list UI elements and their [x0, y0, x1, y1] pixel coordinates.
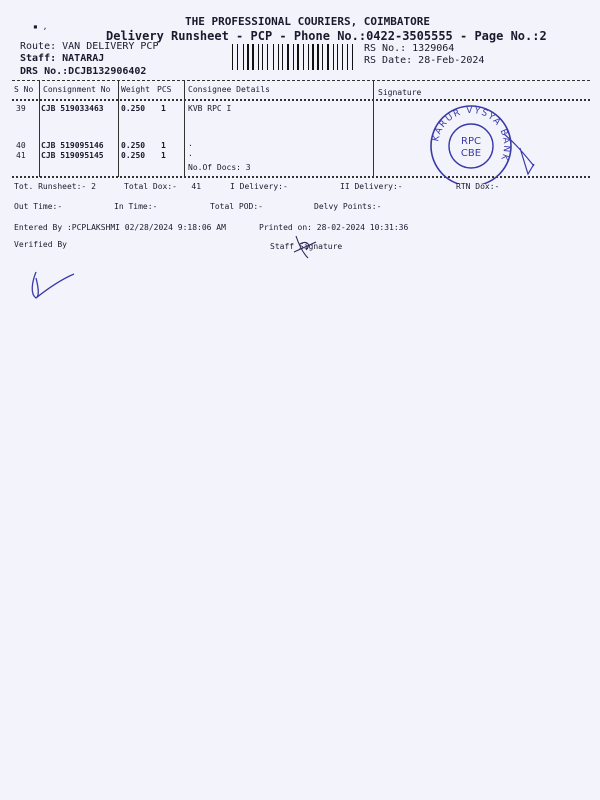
tot-runsheet: Tot. Runsheet:- 2 — [14, 182, 96, 191]
rtn-dox: RTN Dox:- — [456, 182, 500, 191]
barcode-bar — [317, 44, 318, 70]
barcode-bar — [269, 44, 271, 70]
barcode-bar — [255, 44, 256, 70]
barcode-bar — [344, 44, 345, 70]
barcode-bar — [334, 44, 335, 70]
barcode-bar — [260, 44, 261, 70]
out-time: Out Time:- — [14, 202, 63, 211]
total-pod: Total POD:- — [210, 202, 263, 211]
row-pcs: 1 — [161, 141, 166, 150]
rs-number: RS No.: 1329064 — [364, 43, 455, 54]
row-pcs: 1 — [161, 104, 166, 113]
rs-date: RS Date: 28-Feb-2024 — [364, 55, 485, 66]
company-title: THE PROFESSIONAL COURIERS, COIMBATORE — [185, 15, 431, 28]
col-weight: Weight — [121, 85, 150, 94]
verified-by: Verified By — [14, 240, 67, 249]
staff-label: Staff: NATARAJ — [20, 53, 105, 64]
barcode-bar — [311, 44, 312, 70]
row-sno: 39 — [16, 104, 26, 113]
row-consignment: CJB 519033463 — [41, 104, 104, 113]
row-consignee: KVB RPC I — [188, 104, 232, 113]
row-weight: 0.250 — [121, 141, 146, 150]
table-header-rule — [12, 99, 590, 101]
stamp-cbe: CBE — [460, 148, 482, 159]
entered-by: Entered By :PCPLAKSHMI 02/28/2024 9:18:06 AM — [14, 223, 226, 232]
row-weight: 0.250 — [121, 151, 146, 160]
barcode-bar — [342, 44, 343, 70]
staff-signature: Staff Signature — [270, 242, 343, 251]
ii-delivery: II Delivery:- — [340, 182, 403, 191]
barcode-bar — [235, 44, 236, 70]
row-consignment: CJB 519095146 — [41, 141, 104, 150]
stamp-rpc: RPC — [461, 136, 481, 147]
bank-stamp — [424, 104, 536, 184]
barcode-bar — [295, 44, 296, 70]
table-top-rule — [12, 80, 590, 81]
row-sno: 40 — [16, 141, 26, 150]
barcode-bar — [320, 44, 321, 70]
col-consignee: Consignee Details — [188, 85, 270, 94]
no-of-docs: No.Of Docs: 3 — [188, 163, 251, 172]
barcode-bar — [352, 44, 353, 70]
barcode-bar — [287, 44, 289, 70]
col-signature: Signature — [378, 88, 422, 97]
barcode — [232, 44, 357, 70]
col-divider — [118, 80, 119, 177]
barcode-bar — [293, 44, 294, 70]
row-sno: 41 — [16, 151, 26, 160]
barcode-bar — [330, 44, 331, 70]
barcode-bar — [340, 44, 341, 70]
barcode-bar — [327, 44, 328, 70]
delvy-points: Delvy Points:- — [314, 202, 382, 211]
col-divider — [184, 80, 185, 177]
row-consignee: . — [188, 139, 193, 148]
stamp-ring-text: KARUR VYSYA BANK — [431, 105, 512, 163]
barcode-bar — [315, 44, 316, 70]
barcode-bar — [252, 44, 254, 70]
drs-value: DCJB132906402 — [68, 66, 147, 77]
drs-label — [20, 66, 146, 77]
barcode-bar — [333, 44, 334, 70]
row-pcs: 1 — [161, 151, 166, 160]
barcode-bar — [262, 44, 263, 70]
barcode-bar — [232, 44, 233, 70]
barcode-bar — [303, 44, 304, 70]
barcode-bar — [324, 44, 326, 70]
corner-mark: ▪ , — [33, 22, 48, 31]
barcode-bar — [251, 44, 252, 70]
col-divider — [373, 80, 374, 177]
barcode-bar — [275, 44, 276, 70]
barcode-bar — [282, 44, 283, 70]
col-divider — [39, 80, 40, 177]
barcode-bar — [322, 44, 323, 70]
runsheet-title: Delivery Runsheet - PCP - Phone No.:0422-3505555 - Page No.:2 — [106, 29, 547, 43]
barcode-bar — [239, 44, 241, 70]
drs-label-text: DRS No.: — [20, 66, 69, 77]
barcode-bar — [347, 44, 348, 70]
total-dox: Total Dox:- 41 — [124, 182, 202, 191]
barcode-bar — [349, 44, 351, 70]
barcode-bar — [280, 44, 281, 70]
barcode-bar — [278, 44, 279, 70]
barcode-bar — [312, 44, 313, 70]
barcode-bar — [305, 44, 307, 70]
barcode-bar — [245, 44, 246, 70]
barcode-bar — [355, 44, 356, 70]
row-consignee: . — [188, 149, 193, 158]
printed-on: Printed on: 28-02-2024 10:31:36 — [259, 223, 409, 232]
col-consignment: Consignment No — [43, 85, 111, 94]
barcode-bar — [267, 44, 268, 70]
barcode-bar — [284, 44, 285, 70]
row-weight: 0.250 — [121, 104, 146, 113]
verified-signature-scribble — [26, 268, 78, 304]
barcode-bar — [237, 44, 238, 70]
col-pcs: PCS — [157, 85, 172, 94]
staff-signature-scribble — [290, 230, 320, 260]
barcode-bar — [300, 44, 301, 70]
barcode-bar — [258, 44, 259, 70]
col-sno: S No — [14, 85, 34, 94]
barcode-bar — [308, 44, 309, 70]
row-consignment: CJB 519095145 — [41, 151, 104, 160]
barcode-bar — [297, 44, 298, 70]
route-label: Route: VAN DELIVERY PCP — [20, 41, 159, 52]
barcode-bar — [243, 44, 244, 70]
barcode-bar — [265, 44, 266, 70]
in-time: In Time:- — [114, 202, 158, 211]
i-delivery: I Delivery:- — [230, 182, 288, 191]
barcode-bar — [290, 44, 291, 70]
barcode-bar — [337, 44, 338, 70]
barcode-bar — [273, 44, 274, 70]
barcode-bar — [247, 44, 248, 70]
